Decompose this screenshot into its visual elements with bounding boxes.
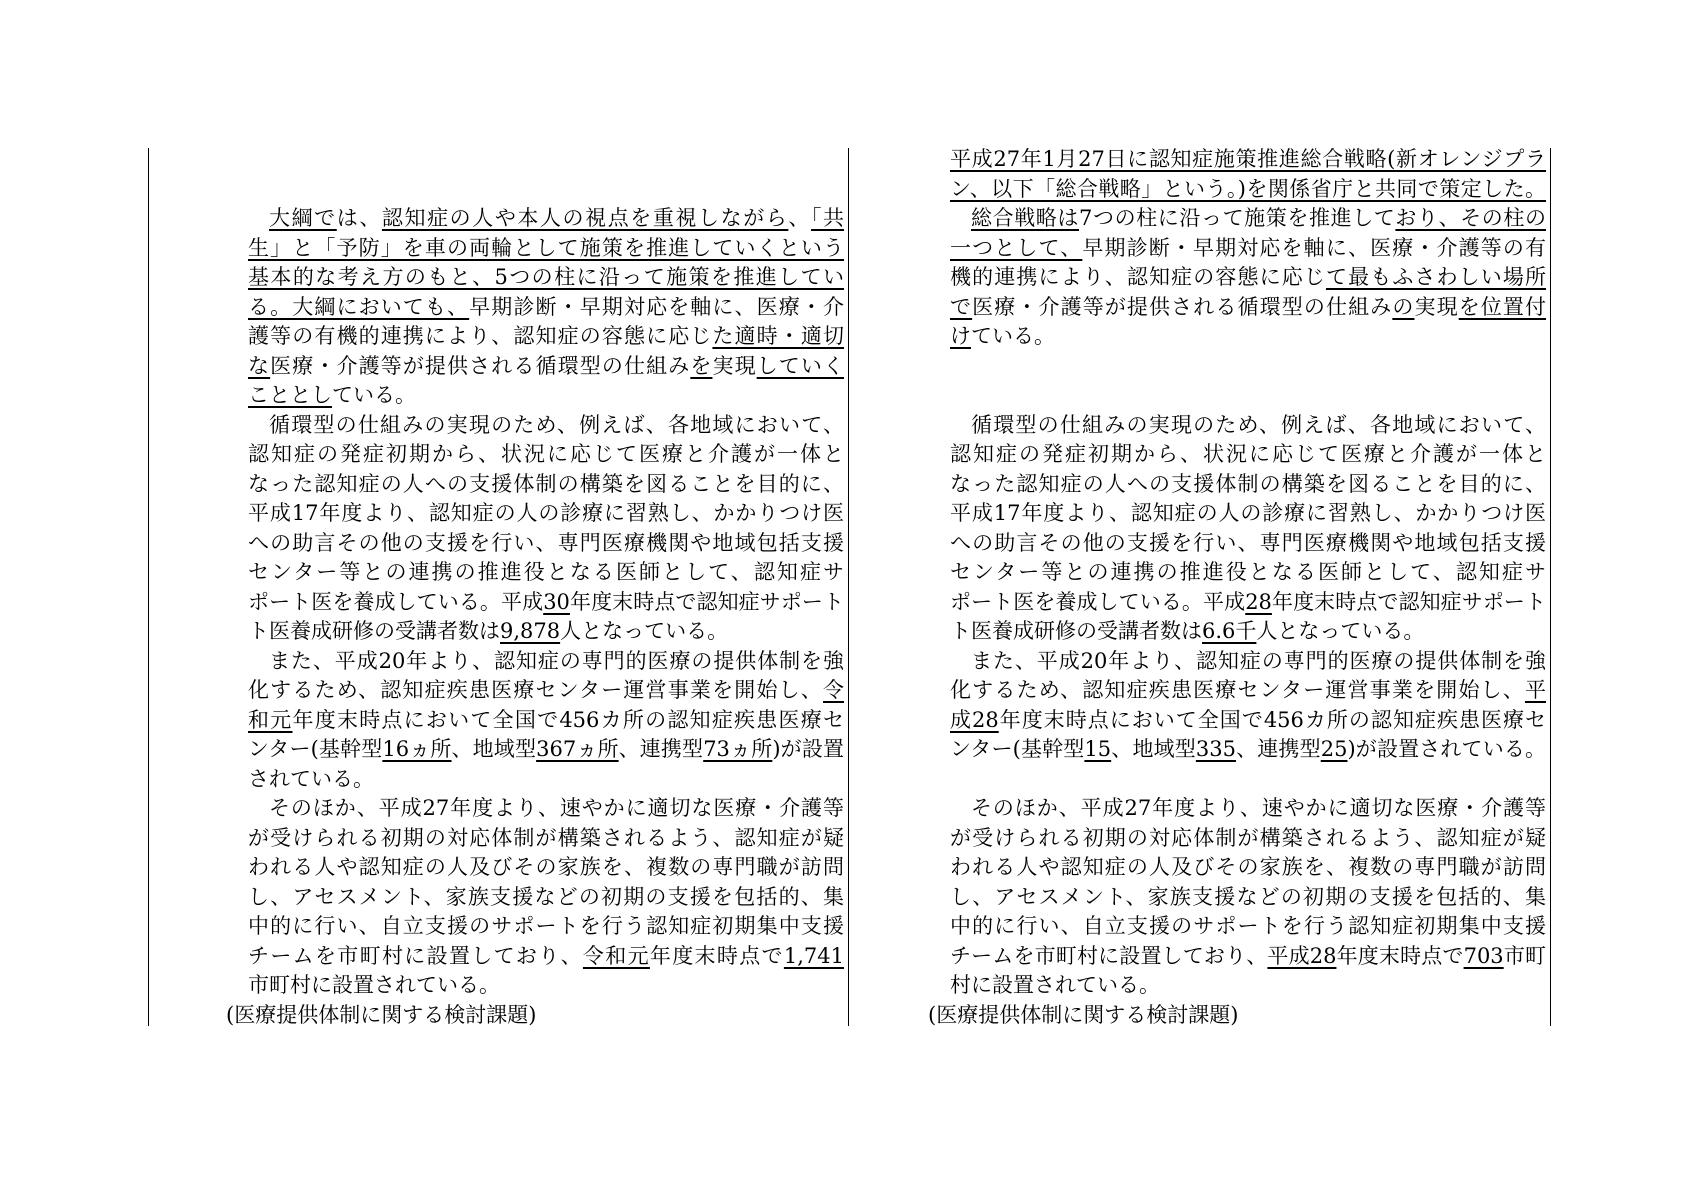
section-heading xyxy=(226,1001,844,1031)
text-run: 市町 xyxy=(1503,943,1546,968)
text-run: センター等との連携の推進役となる医師として、認知症サ xyxy=(950,560,1546,584)
text-line xyxy=(950,676,1546,706)
text-line xyxy=(950,204,1546,234)
text-line xyxy=(950,735,1546,765)
text-line xyxy=(248,824,844,854)
text-run: 、連携型 xyxy=(1235,737,1321,761)
underlined-text-run: 総合戦略は xyxy=(971,206,1080,230)
text-line xyxy=(950,175,1546,205)
text-run: 年度末時点で認知症サポート xyxy=(1271,589,1546,614)
text-line xyxy=(248,971,844,1001)
text-line xyxy=(248,263,844,293)
text-line xyxy=(248,470,844,500)
text-line xyxy=(248,558,844,588)
current-text-column xyxy=(928,145,1546,1030)
blank-line xyxy=(950,765,1546,795)
underlined-text-run: 一つとして、 xyxy=(950,235,1083,260)
text-line xyxy=(950,263,1546,293)
text-run: 人となっている。 xyxy=(560,619,729,643)
underlined-text-run: な xyxy=(248,353,271,378)
text-run: 医療・介護等が提供される循環型の仕組み xyxy=(270,353,691,378)
underlined-text-run: 335 xyxy=(1195,737,1236,761)
underlined-text-run: 平成28 xyxy=(1267,943,1337,968)
section-heading xyxy=(928,1001,1546,1031)
text-line xyxy=(248,322,844,352)
text-run: 年度末時点において全国で456カ所の認知症疾患医療セ xyxy=(998,707,1546,732)
text-line xyxy=(950,529,1546,559)
text-run: 早期診断・早期対応を軸に、医療・介 xyxy=(469,294,844,319)
underlined-text-run: 9,878 xyxy=(500,619,561,643)
underlined-text-run: の xyxy=(1392,294,1415,319)
text-run: ポート医を養成している。平成 xyxy=(950,589,1246,614)
underlined-text-run: 15 xyxy=(1084,737,1112,761)
text-line xyxy=(248,794,844,824)
underlined-text-run: た適時・適切 xyxy=(712,324,844,348)
text-run: 村に設置されている。 xyxy=(950,973,1160,997)
underlined-text-run: 認知症の人や本人の視点を重視しながら xyxy=(381,206,789,230)
underlined-text-run: 平 xyxy=(1525,678,1546,702)
underlined-text-run: 28 xyxy=(1245,589,1272,614)
text-line xyxy=(950,322,1546,352)
text-line xyxy=(950,706,1546,736)
text-line xyxy=(248,381,844,411)
text-run: 年度末時点で認知症サポート xyxy=(569,589,844,614)
text-run: われる人や認知症の人及びその家族を、複数の専門職が訪問 xyxy=(248,855,844,879)
text-run: は、 xyxy=(336,206,382,230)
underlined-text-run: 367ヵ所 xyxy=(536,737,619,761)
underlined-text-run: け xyxy=(950,324,971,348)
text-run: 中的に行い、自立支援のサポートを行う認知症初期集中支援 xyxy=(950,914,1546,938)
text-run: チームを市町村に設置しており、 xyxy=(248,943,583,968)
underlined-text-run: していく xyxy=(756,353,844,378)
underlined-text-run: 1,741 xyxy=(783,943,844,968)
text-run: ている。 xyxy=(971,324,1055,348)
underlined-text-run: 令 xyxy=(823,678,844,702)
text-run: チームを市町村に設置しており、 xyxy=(950,943,1268,968)
text-line xyxy=(248,293,844,323)
blank-line xyxy=(248,175,844,205)
underlined-text-run: 5つの柱に沿って施策を推進してい xyxy=(494,265,844,289)
underlined-text-run: 令和元 xyxy=(582,943,650,968)
text-run: 平成17年度より、認知症の人の診療に習熟し、かかりつけ医 xyxy=(248,501,844,525)
text-line xyxy=(248,735,844,765)
underlined-text-run: を位置付 xyxy=(1458,294,1546,319)
text-run: 年度末時点で xyxy=(1336,943,1464,968)
text-line xyxy=(950,440,1546,470)
underlined-text-run: ン、以下「総合戦略」という。)を関係省庁と共同で策定した。 xyxy=(950,176,1546,201)
text-run: ンター(基幹型 xyxy=(248,737,383,761)
text-line xyxy=(950,617,1546,647)
text-run: し、アセスメント、家族支援などの初期の支援を包括的、集 xyxy=(950,884,1546,909)
text-run: (医療提供体制に関する検討課題) xyxy=(928,1002,1239,1027)
blank-line xyxy=(950,352,1546,382)
text-line xyxy=(950,794,1546,824)
underlined-text-run: 16ヵ所 xyxy=(382,737,452,761)
text-line xyxy=(950,912,1546,942)
text-run: 7つの柱に沿って施策を推進して xyxy=(1079,206,1396,230)
underlined-text-run: 703 xyxy=(1463,943,1504,968)
text-run: 化するため、認知症疾患医療センター運営事業を開始し、 xyxy=(950,678,1525,702)
text-line xyxy=(950,971,1546,1001)
text-line xyxy=(950,588,1546,618)
text-line xyxy=(950,234,1546,264)
text-run: センター等との連携の推進役となる医師として、認知症サ xyxy=(248,560,844,584)
underlined-text-run: 成28 xyxy=(950,707,999,732)
text-line xyxy=(248,942,844,972)
text-line xyxy=(950,853,1546,883)
underlined-text-run: 平成27年1月27日に認知症施策推進総合戦略(新オレンジプラ xyxy=(950,147,1546,171)
text-line xyxy=(248,853,844,883)
text-line xyxy=(248,912,844,942)
text-run: 認知症の発症初期から、状況に応じて医療と介護が一体と xyxy=(950,442,1546,466)
text-run: われる人や認知症の人及びその家族を、複数の専門職が訪問 xyxy=(950,855,1546,879)
text-line xyxy=(950,942,1546,972)
underlined-text-run: 大綱で xyxy=(269,206,337,230)
underlined-text-run: 73ヵ所 xyxy=(703,737,773,761)
text-run: 平成17年度より、認知症の人の診療に習熟し、かかりつけ医 xyxy=(950,501,1546,525)
text-run: 、地域型 xyxy=(1111,737,1196,761)
text-run: ト医養成研修の受講者数は xyxy=(950,619,1202,643)
text-line xyxy=(248,588,844,618)
text-run: 機的連携により、認知症の容態に応じ xyxy=(950,265,1326,289)
text-run: が受けられる初期の対応体制が構築されるよう、認知症が疑 xyxy=(248,825,844,850)
underlined-text-run: 生」と「予防」を車の両輪として施策を推進していくという xyxy=(248,235,844,260)
text-run: そのほか、平成27年度より、速やかに適切な医療・介護等 xyxy=(971,796,1546,820)
text-run: )が設置 xyxy=(772,737,844,761)
text-line xyxy=(950,558,1546,588)
text-run: し、アセスメント、家族支援などの初期の支援を包括的、集 xyxy=(248,884,844,909)
text-run: 化するため、認知症疾患医療センター運営事業を開始し、 xyxy=(248,678,823,702)
underlined-text-run: 「共 xyxy=(810,206,844,230)
text-line xyxy=(950,145,1546,175)
underlined-text-run: 25 xyxy=(1320,737,1348,761)
text-run: 循環型の仕組みの実現のため、例えば、各地域において、 xyxy=(269,412,844,437)
text-run: 中的に行い、自立支援のサポートを行う認知症初期集中支援 xyxy=(248,914,844,938)
text-line xyxy=(950,824,1546,854)
text-run: ト医養成研修の受講者数は xyxy=(248,619,500,643)
text-run: 人となっている。 xyxy=(1256,619,1425,643)
text-line xyxy=(248,706,844,736)
text-run: 年度末時点において全国で456カ所の認知症疾患医療セ xyxy=(292,707,844,732)
text-run: 医療・介護等が提供される循環型の仕組み xyxy=(972,294,1393,319)
text-run: が受けられる初期の対応体制が構築されるよう、認知症が疑 xyxy=(950,825,1546,850)
text-line xyxy=(950,499,1546,529)
text-line xyxy=(248,617,844,647)
text-run: そのほか、平成27年度より、速やかに適切な医療・介護等 xyxy=(269,796,844,820)
text-run: されている。 xyxy=(248,766,374,791)
text-line xyxy=(950,883,1546,913)
underlined-text-run: 6.6千 xyxy=(1202,619,1257,643)
text-run: 認知症の発症初期から、状況に応じて医療と介護が一体と xyxy=(248,442,844,466)
revised-text-column xyxy=(226,145,844,1030)
blank-line xyxy=(950,381,1546,411)
text-run: なった認知症の人への支援体制の構築を図ることを目的に、 xyxy=(950,471,1546,496)
right-border-line xyxy=(1550,148,1551,1026)
text-line xyxy=(950,470,1546,500)
text-line xyxy=(248,411,844,441)
text-run: なった認知症の人への支援体制の構築を図ることを目的に、 xyxy=(248,471,844,496)
text-run: (医療提供体制に関する検討課題) xyxy=(226,1002,537,1027)
text-line xyxy=(248,499,844,529)
text-run: )が設置されている。 xyxy=(1347,737,1546,761)
underlined-text-run: こととし xyxy=(248,383,332,407)
text-line xyxy=(248,883,844,913)
text-line xyxy=(248,440,844,470)
text-run: への助言その他の支援を行い、専門医療機関や地域包括支援 xyxy=(248,530,844,555)
text-run: 実現 xyxy=(1414,294,1459,319)
text-line xyxy=(248,765,844,795)
underlined-text-run: る。大綱においても、 xyxy=(248,294,470,319)
text-run: 年度末時点で xyxy=(649,943,784,968)
text-line xyxy=(248,676,844,706)
text-run: 実現 xyxy=(712,353,757,378)
underlined-text-run: 基本的な考え方のもと、 xyxy=(248,265,495,289)
text-run: 循環型の仕組みの実現のため、例えば、各地域において、 xyxy=(971,412,1546,437)
text-run: 早期診断・早期対応を軸に、医療・介護等の有 xyxy=(1082,235,1546,260)
text-run: への助言その他の支援を行い、専門医療機関や地域包括支援 xyxy=(950,530,1546,555)
underlined-text-run: を xyxy=(690,353,713,378)
text-run: 、連携型 xyxy=(618,737,704,761)
center-divider-line xyxy=(848,148,849,1026)
text-line xyxy=(248,529,844,559)
underlined-text-run: で xyxy=(950,294,973,319)
text-run: 、地域型 xyxy=(451,737,537,761)
text-run: また、平成20年より、認知症の専門的医療の提供体制を強 xyxy=(269,648,844,673)
underlined-text-run: 30 xyxy=(543,589,570,614)
underlined-text-run: て最もふさわしい場所 xyxy=(1325,265,1546,289)
text-run: 、 xyxy=(788,206,811,230)
left-border-line xyxy=(148,148,149,1026)
text-run: 護等の有機的連携により、認知症の容態に応じ xyxy=(248,324,713,348)
text-run: また、平成20年より、認知症の専門的医療の提供体制を強 xyxy=(971,648,1546,673)
text-line xyxy=(248,647,844,677)
blank-line xyxy=(248,145,844,175)
text-run: 市町村に設置されている。 xyxy=(248,973,500,997)
text-line xyxy=(248,234,844,264)
text-run: ンター(基幹型 xyxy=(950,737,1085,761)
text-line xyxy=(248,352,844,382)
text-line xyxy=(950,411,1546,441)
underlined-text-run: おり、その柱の xyxy=(1395,206,1546,230)
underlined-text-run: 和元 xyxy=(248,707,293,732)
text-line xyxy=(950,647,1546,677)
text-line xyxy=(950,293,1546,323)
text-run: ている。 xyxy=(332,383,416,407)
text-run: ポート医を養成している。平成 xyxy=(248,589,544,614)
text-line xyxy=(248,204,844,234)
